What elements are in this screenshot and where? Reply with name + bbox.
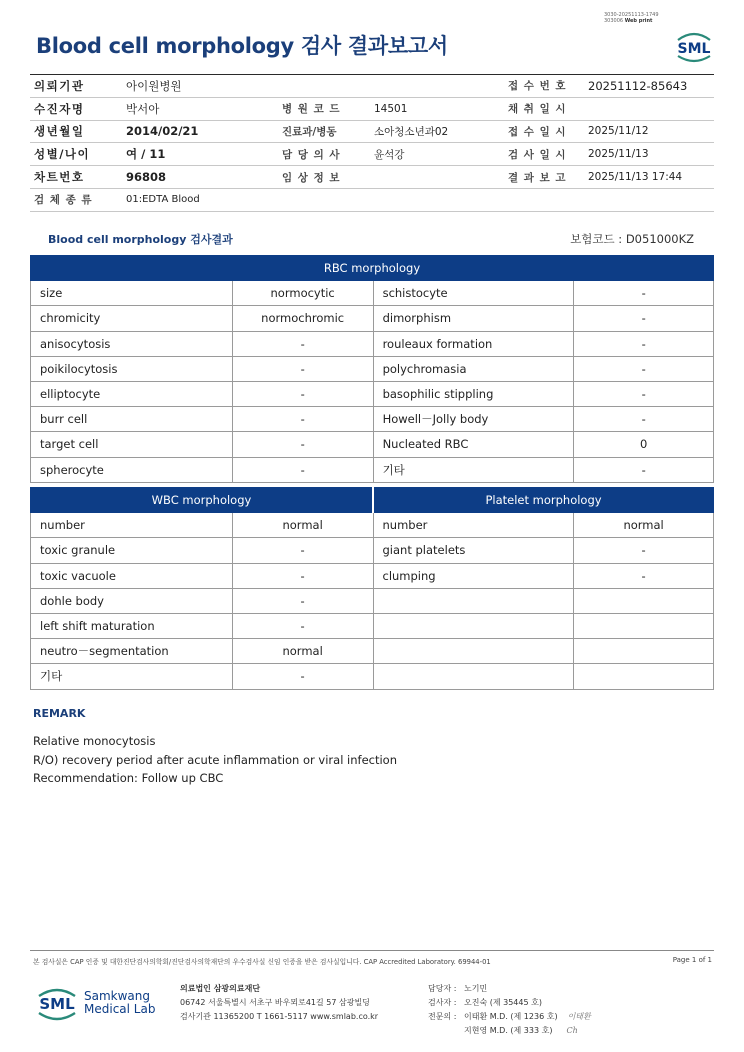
table-row — [31, 306, 714, 331]
page-title: Blood cell morphology 검사 결과보고서 — [36, 34, 448, 58]
footer-divider — [30, 950, 714, 951]
table-row — [31, 639, 714, 664]
results-section-title: Blood cell morphology 검사결과 — [48, 233, 233, 246]
sml-logo-icon — [672, 26, 716, 66]
test-result-cell: - — [574, 381, 714, 406]
test-result-cell: normochromic — [232, 306, 373, 331]
info-row: 차트번호 96808 임 상 정 보 결 과 보 고 2025/11/13 17:44 — [30, 166, 714, 189]
test-name-cell: toxic vacuole — [31, 563, 233, 588]
test-result-cell: normocytic — [232, 281, 373, 306]
table-row — [31, 381, 714, 406]
test-name-cell: number — [31, 513, 233, 538]
table-row — [31, 563, 714, 588]
test-result-cell: - — [574, 407, 714, 432]
svg-text:SML: SML — [39, 995, 75, 1013]
test-name-cell: burr cell — [31, 407, 233, 432]
remark-title: REMARK — [33, 707, 86, 720]
test-name-cell: 기타 — [31, 664, 233, 689]
test-result-cell: - — [232, 563, 373, 588]
table-row — [31, 281, 714, 306]
test-name-cell: toxic granule — [31, 538, 233, 563]
test-name-cell: rouleaux formation — [373, 331, 574, 356]
test-name-cell: clumping — [373, 563, 574, 588]
rbc-header: RBC morphology — [31, 256, 714, 281]
table-row — [31, 432, 714, 457]
test-result-cell: - — [574, 563, 714, 588]
svg-text:SML: SML — [677, 41, 711, 57]
test-result-cell: - — [574, 356, 714, 381]
test-name-cell: poikilocytosis — [31, 356, 233, 381]
test-result-cell: normal — [232, 513, 373, 538]
wbc-platelet-table — [30, 487, 714, 690]
info-row: 성별/나이 여 / 11 담 당 의 사 윤석강 검 사 일 시 2025/11/13 — [30, 143, 714, 166]
test-name-cell — [373, 664, 574, 689]
test-result-cell: normal — [574, 513, 714, 538]
test-name-cell: schistocyte — [373, 281, 574, 306]
test-name-cell: target cell — [31, 432, 233, 457]
test-result-cell — [574, 664, 714, 689]
test-name-cell: left shift maturation — [31, 613, 233, 638]
test-name-cell: basophilic stippling — [373, 381, 574, 406]
wbc-header: WBC morphology — [31, 488, 374, 513]
table-row — [31, 513, 714, 538]
table-row — [31, 538, 714, 563]
test-name-cell: spherocyte — [31, 457, 233, 482]
accreditation-note: 본 검사실은 CAP 인증 및 대한진단검사의학회/진단검사의학재단의 우수검사실 신임 인증을 받은 검사실입니다. CAP Accredited Laboratory. 69944-01 — [33, 958, 491, 966]
info-row: 의뢰기관 아이원병원 접 수 번 호 20251112-85643 — [30, 75, 714, 98]
test-result-cell: - — [574, 281, 714, 306]
test-result-cell: - — [232, 538, 373, 563]
test-name-cell: size — [31, 281, 233, 306]
signature: Ch — [566, 1026, 578, 1035]
test-name-cell: chromicity — [31, 306, 233, 331]
table-row — [31, 356, 714, 381]
test-result-cell — [574, 639, 714, 664]
test-name-cell: elliptocyte — [31, 381, 233, 406]
info-row: 생년월일 2014/02/21 진료과/병동 소아청소년과02 접 수 일 시 2025/11/12 — [30, 120, 714, 143]
samkwang-logo: SML Samkwang Medical Lab — [34, 980, 162, 1026]
remark-line: Recommendation: Follow up CBC — [33, 771, 224, 786]
test-result-cell: - — [232, 457, 373, 482]
test-name-cell: number — [373, 513, 574, 538]
test-result-cell: - — [574, 538, 714, 563]
table-row — [31, 407, 714, 432]
test-name-cell: dimorphism — [373, 306, 574, 331]
test-result-cell: - — [574, 306, 714, 331]
patient-info-table — [30, 74, 714, 212]
test-name-cell — [373, 588, 574, 613]
table-row — [31, 664, 714, 689]
test-result-cell: - — [232, 356, 373, 381]
test-name-cell: anisocytosis — [31, 331, 233, 356]
test-result-cell: - — [232, 588, 373, 613]
remark-text — [33, 732, 397, 788]
test-result-cell: - — [232, 664, 373, 689]
table-row — [31, 457, 714, 482]
test-name-cell: polychromasia — [373, 356, 574, 381]
info-row: 수진자명 박서아 병 원 코 드 14501 채 취 일 시 — [30, 97, 714, 120]
test-result-cell: - — [232, 432, 373, 457]
test-name-cell: 기타 — [373, 457, 574, 482]
rbc-morphology-table — [30, 255, 714, 483]
table-row — [31, 588, 714, 613]
test-name-cell: dohle body — [31, 588, 233, 613]
insurance-code: 보험코드 : D051000KZ — [570, 232, 694, 246]
test-name-cell: Howell－Jolly body — [373, 407, 574, 432]
test-name-cell — [373, 639, 574, 664]
test-result-cell: - — [574, 457, 714, 482]
table-row — [31, 331, 714, 356]
test-name-cell — [373, 613, 574, 638]
test-name-cell: neutro－segmentation — [31, 639, 233, 664]
test-result-cell: - — [232, 331, 373, 356]
corporation-info: 의료법인 삼광의료재단 06742 서울특별시 서초구 바우뫼로41길 57 삼광빌딩 검사기관 11365200 T 1661-5117 www.smlab.co.kr — [180, 984, 379, 1021]
test-result-cell: 0 — [574, 432, 714, 457]
info-row: 검 체 종 류 01:EDTA Blood — [30, 188, 714, 211]
staff-signatures: 담당자 : 노기민 검사자 : 오진숙 (제 35445 호) 전문의 : 이태환 M.D. (제 1236 호) 이태환 지현영 M.D. (제 333 호) Ch — [428, 982, 591, 1038]
sml-logo-icon — [34, 980, 80, 1026]
test-name-cell: Nucleated RBC — [373, 432, 574, 457]
signature: 이태환 — [567, 1012, 591, 1021]
test-result-cell: - — [232, 613, 373, 638]
platelet-header: Platelet morphology — [373, 488, 714, 513]
page-number: Page 1 of 1 — [672, 956, 712, 964]
test-result-cell: - — [232, 407, 373, 432]
table-row — [31, 613, 714, 638]
test-result-cell: normal — [232, 639, 373, 664]
test-result-cell: - — [232, 381, 373, 406]
test-result-cell — [574, 588, 714, 613]
test-result-cell — [574, 613, 714, 638]
print-code: 3030-20251113-1749 303006 Web print — [604, 12, 659, 24]
test-result-cell: - — [574, 331, 714, 356]
test-name-cell: giant platelets — [373, 538, 574, 563]
remark-line: R/O) recovery period after acute inflammation or viral infection — [33, 752, 398, 767]
remark-line: Relative monocytosis — [33, 734, 156, 748]
